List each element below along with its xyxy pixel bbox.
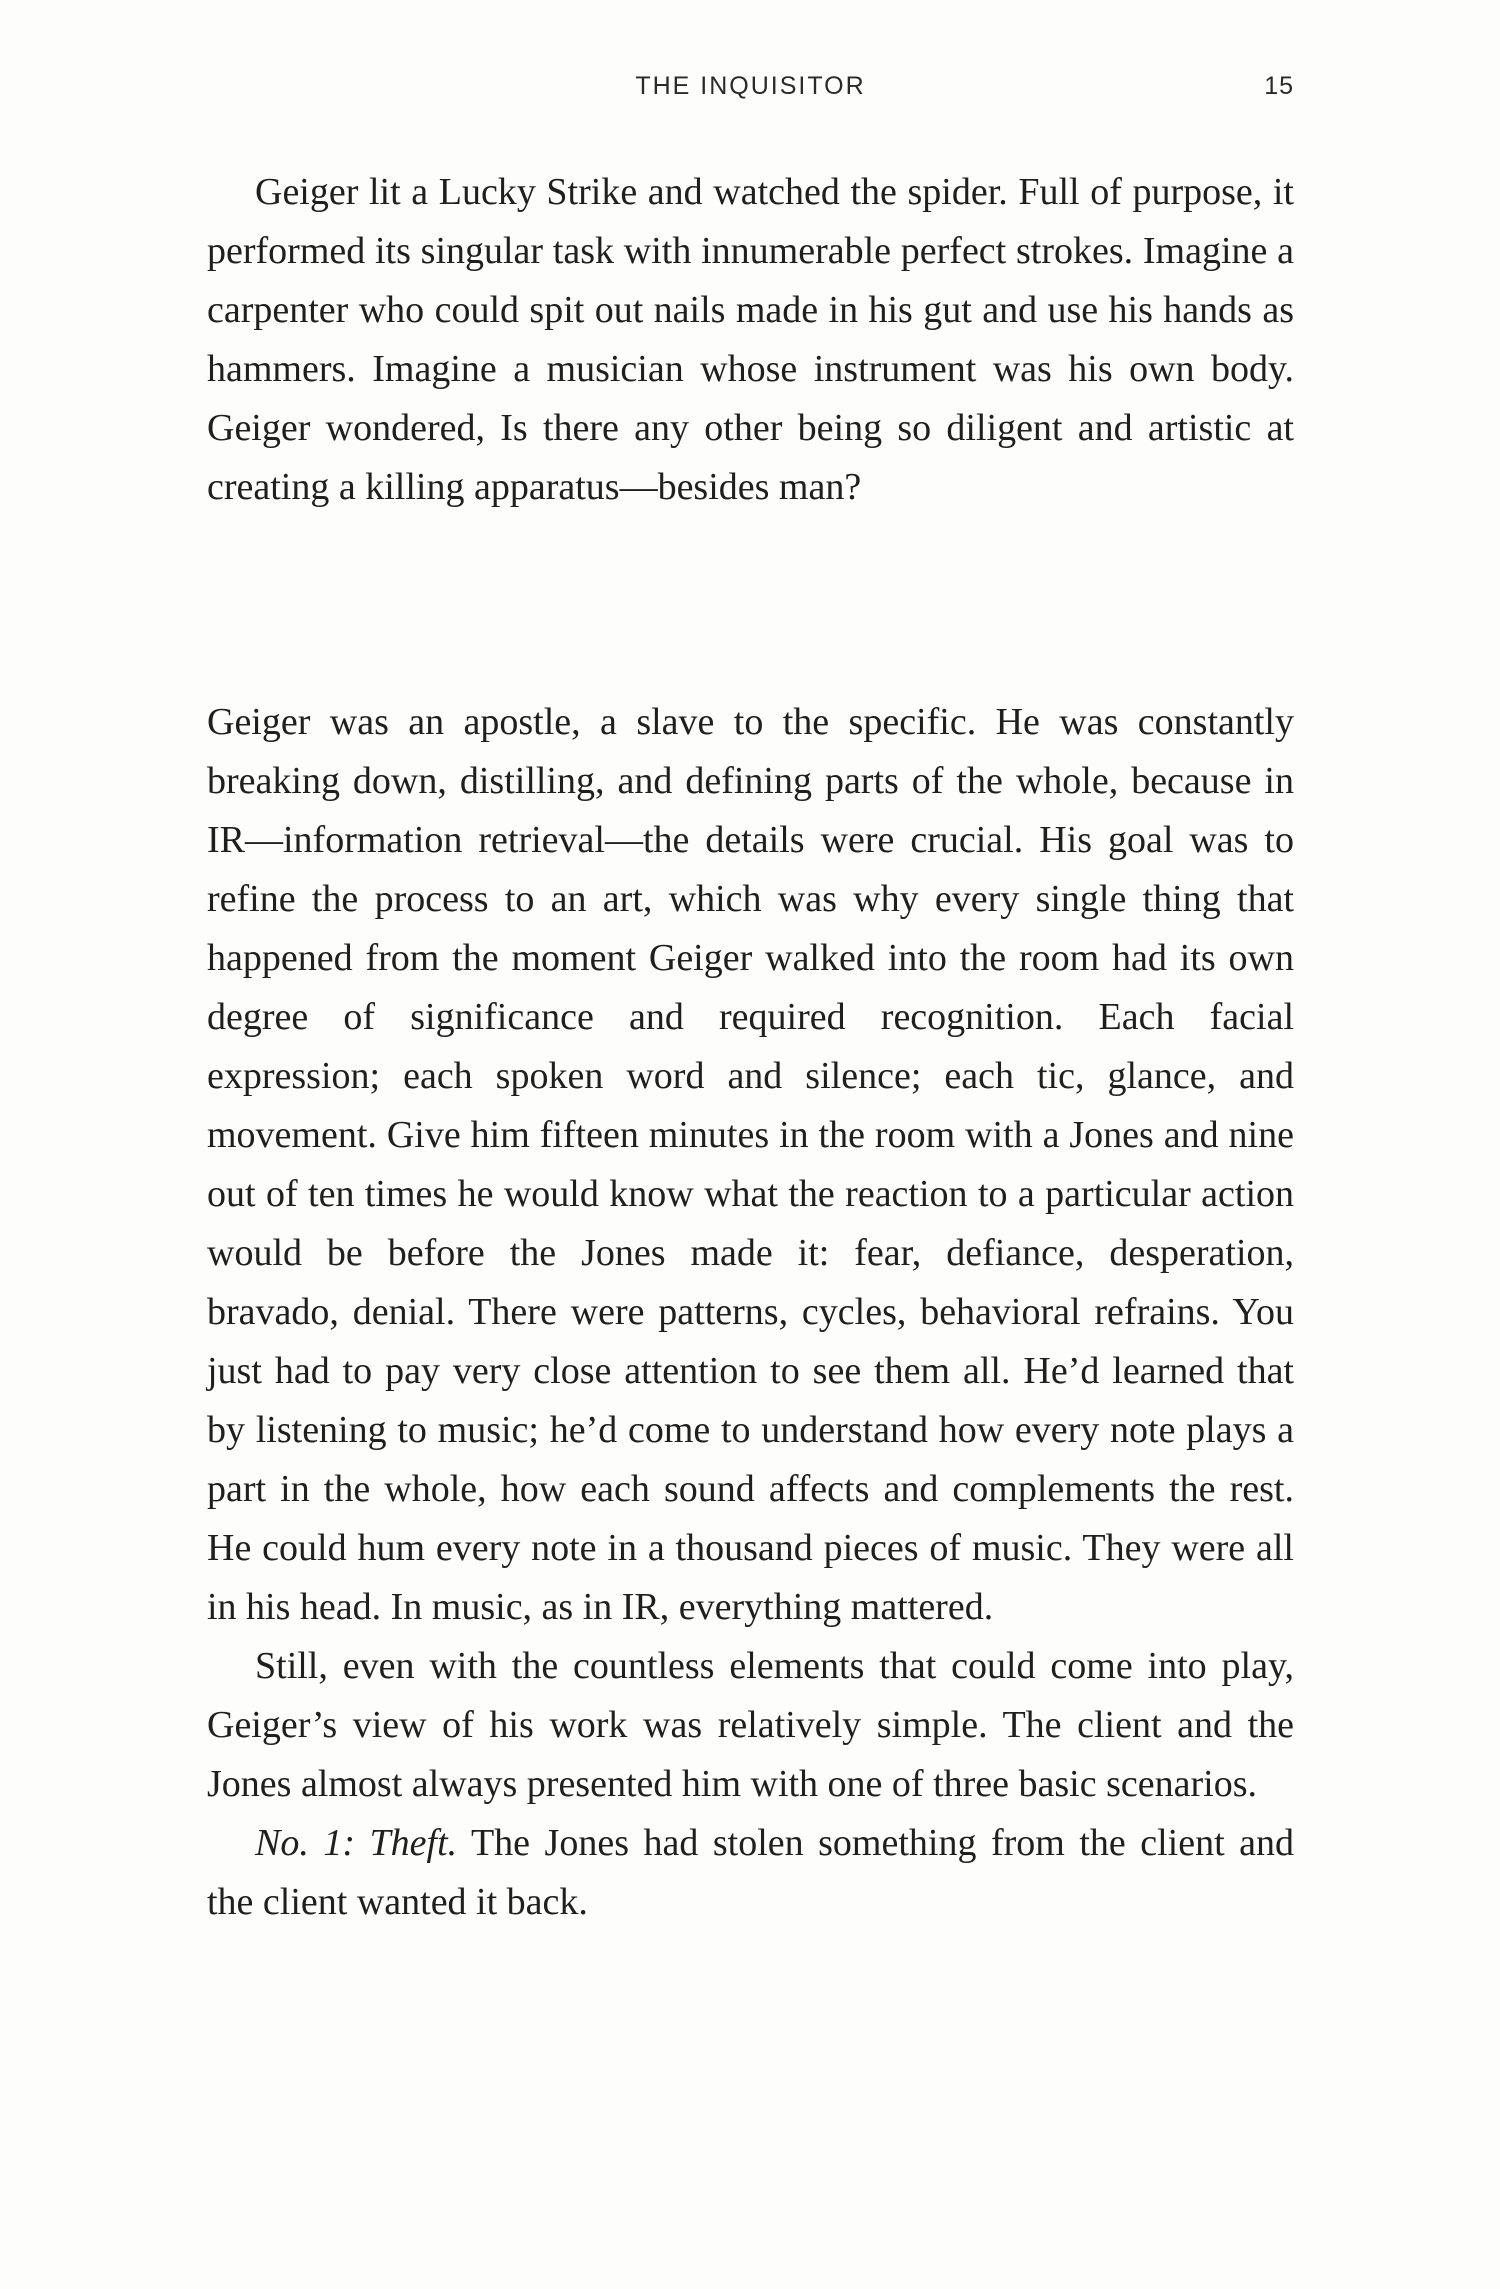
paragraph-scenarios: Still, even with the countless elements that could come into play, Geiger’s view of his work was relatively simple. The client and the Jones almost always presented him with one of three basic scenarios.: [207, 1645, 1294, 1805]
paragraph-theft: [207, 1814, 1294, 1932]
section-one: [207, 163, 1294, 517]
page-number: 15: [1264, 72, 1294, 100]
running-header: [207, 72, 1294, 112]
scenario-body: The Jones had stolen something from the client and the client wanted it back.: [207, 1822, 1295, 1923]
scenario-title: Theft.: [369, 1822, 458, 1864]
paragraph-apostle: Geiger was an apostle, a slave to the specific. He was constantly breaking down, distilling, and defining parts of the whole, because in IR—information retrieval—the details were crucial. His goal was to refine the process to an art, which was why every single thing that happened from the moment Geiger walked into the room had its own degree of significance and required recognition. Each facial expression; each spoken word and silence; each tic, glance, and movement. Give him fifteen minutes in the room with a Jones and nine out of ten times he would know what the reaction to a particular action would be before the Jones made it: fear, defiance, desperation, bravado, denial. There were patterns, cycles, behavioral refrains. You just had to pay very close attention to see them all. He’d learned that by listening to music; he’d come to understand how every note plays a part in the whole, how each sound affects and complements the rest. He could hum every note in a thousand pieces of music. They were all in his head. In music, as in IR, everything mattered.: [207, 701, 1294, 1628]
section-two: [207, 693, 1294, 1932]
paragraph-spider: Geiger lit a Lucky Strike and watched the spider. Full of purpose, it performed its singular task with innumerable perfect strokes. Imagine a carpenter who could spit out nails made in his gut and use his hands as hammers. Imagine a musician whose instrument was his own body. Geiger wondered, Is there any other being so diligent and artistic at creating a killing apparatus—besides man?: [207, 171, 1294, 508]
scenario-number: No. 1:: [255, 1822, 370, 1864]
running-title: THE INQUISITOR: [635, 72, 866, 100]
